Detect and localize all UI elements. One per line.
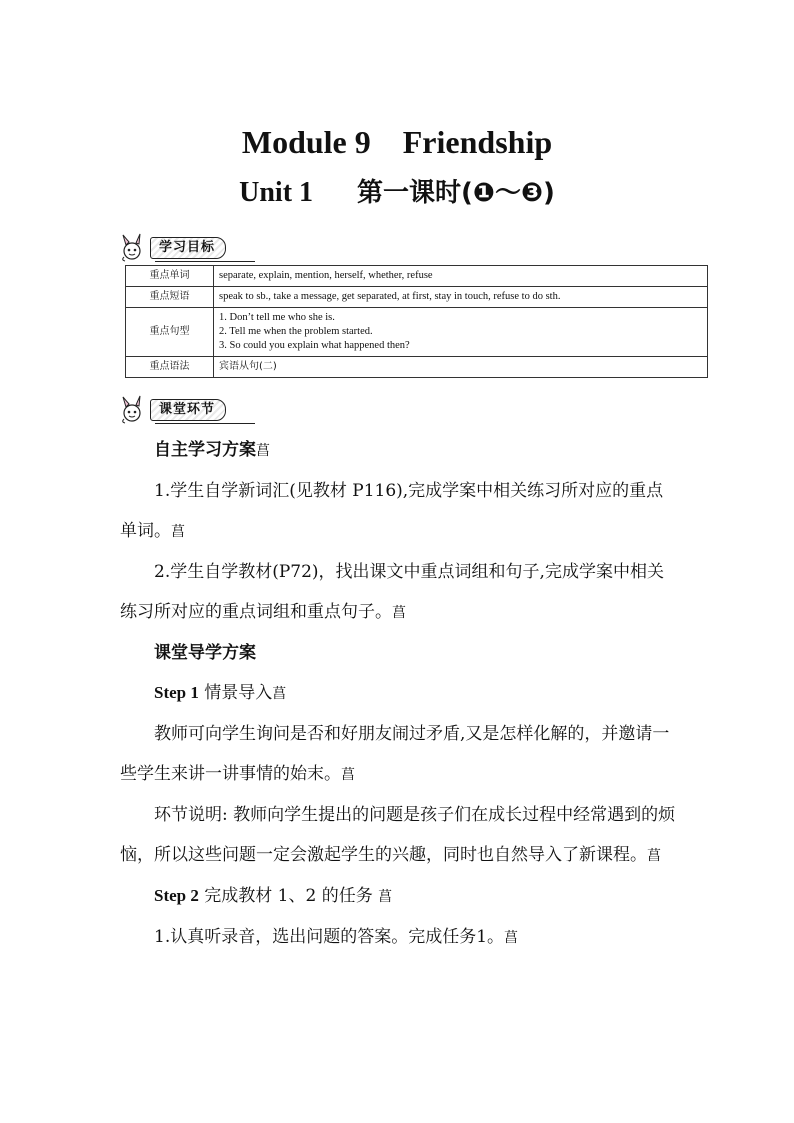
goal-key: 重点短语 <box>126 287 214 308</box>
unit-label: Unit 1 <box>239 177 314 208</box>
goals-section-label: 学习目标 <box>150 237 226 259</box>
goals-table <box>125 265 708 378</box>
class-section-badge <box>118 395 226 425</box>
table-row <box>126 357 708 378</box>
step-1-note: 环节说明: 教师向学生提出的问题是孩子们在成长过程中经常遇到的烦恼，所以这些问题一定会激起学生的兴趣，同时也自然导入了新课程。菖 <box>120 805 676 865</box>
goal-value <box>214 308 708 357</box>
sentence-line: 1. Don’t tell me who she is. <box>219 312 335 323</box>
class-section-label: 课堂环节 <box>150 399 226 421</box>
table-row <box>126 266 708 287</box>
step-1-heading: Step 1 情景导入菖 <box>154 683 287 703</box>
goal-value: speak to sb., take a message, get separated, at first, stay in touch, refuse to do sth. <box>214 287 708 308</box>
step-2-item-1: 1.认真听录音，选出问题的答案。完成任务1。菖 <box>154 927 519 947</box>
mascot-icon <box>118 233 148 263</box>
goal-key: 重点单词 <box>126 266 214 287</box>
module-title: Module 9 Friendship <box>241 124 553 160</box>
mascot-icon <box>118 395 148 425</box>
goal-value: 宾语从句(二) <box>214 357 708 378</box>
step-1-paragraph: 教师可向学生询问是否和好朋友闹过矛盾,又是怎样化解的，并邀请一些学生来讲一讲事情的始末。菖 <box>120 724 670 784</box>
goal-key: 重点语法 <box>126 357 214 378</box>
self-study-heading: 自主学习方案菖 <box>154 440 270 460</box>
class-heading: 课堂导学方案 <box>154 643 256 663</box>
self-study-item-1: 1.学生自学新词汇(见教材 P116),完成学案中相关练习所对应的重点单词。菖 <box>120 481 664 541</box>
goal-key: 重点句型 <box>126 308 214 357</box>
table-row <box>126 287 708 308</box>
lesson-label: 第一课时(❶～❸) <box>357 178 555 208</box>
sentence-line: 3. So could you explain what happened then? <box>219 340 410 351</box>
content-body <box>120 430 680 958</box>
sentence-line: 2. Tell me when the problem started. <box>219 326 373 337</box>
step-2-heading: Step 2 完成教材 1、2 的任务 菖 <box>154 886 393 906</box>
self-study-item-2: 2.学生自学教材(P72)，找出课文中重点词组和句子,完成学案中相关练习所对应的重点词组和重点句子。菖 <box>120 562 664 622</box>
goal-value: separate, explain, mention, herself, whether, refuse <box>214 266 708 287</box>
unit-title <box>0 172 794 209</box>
goals-section-badge <box>118 233 226 263</box>
table-row <box>126 308 708 357</box>
